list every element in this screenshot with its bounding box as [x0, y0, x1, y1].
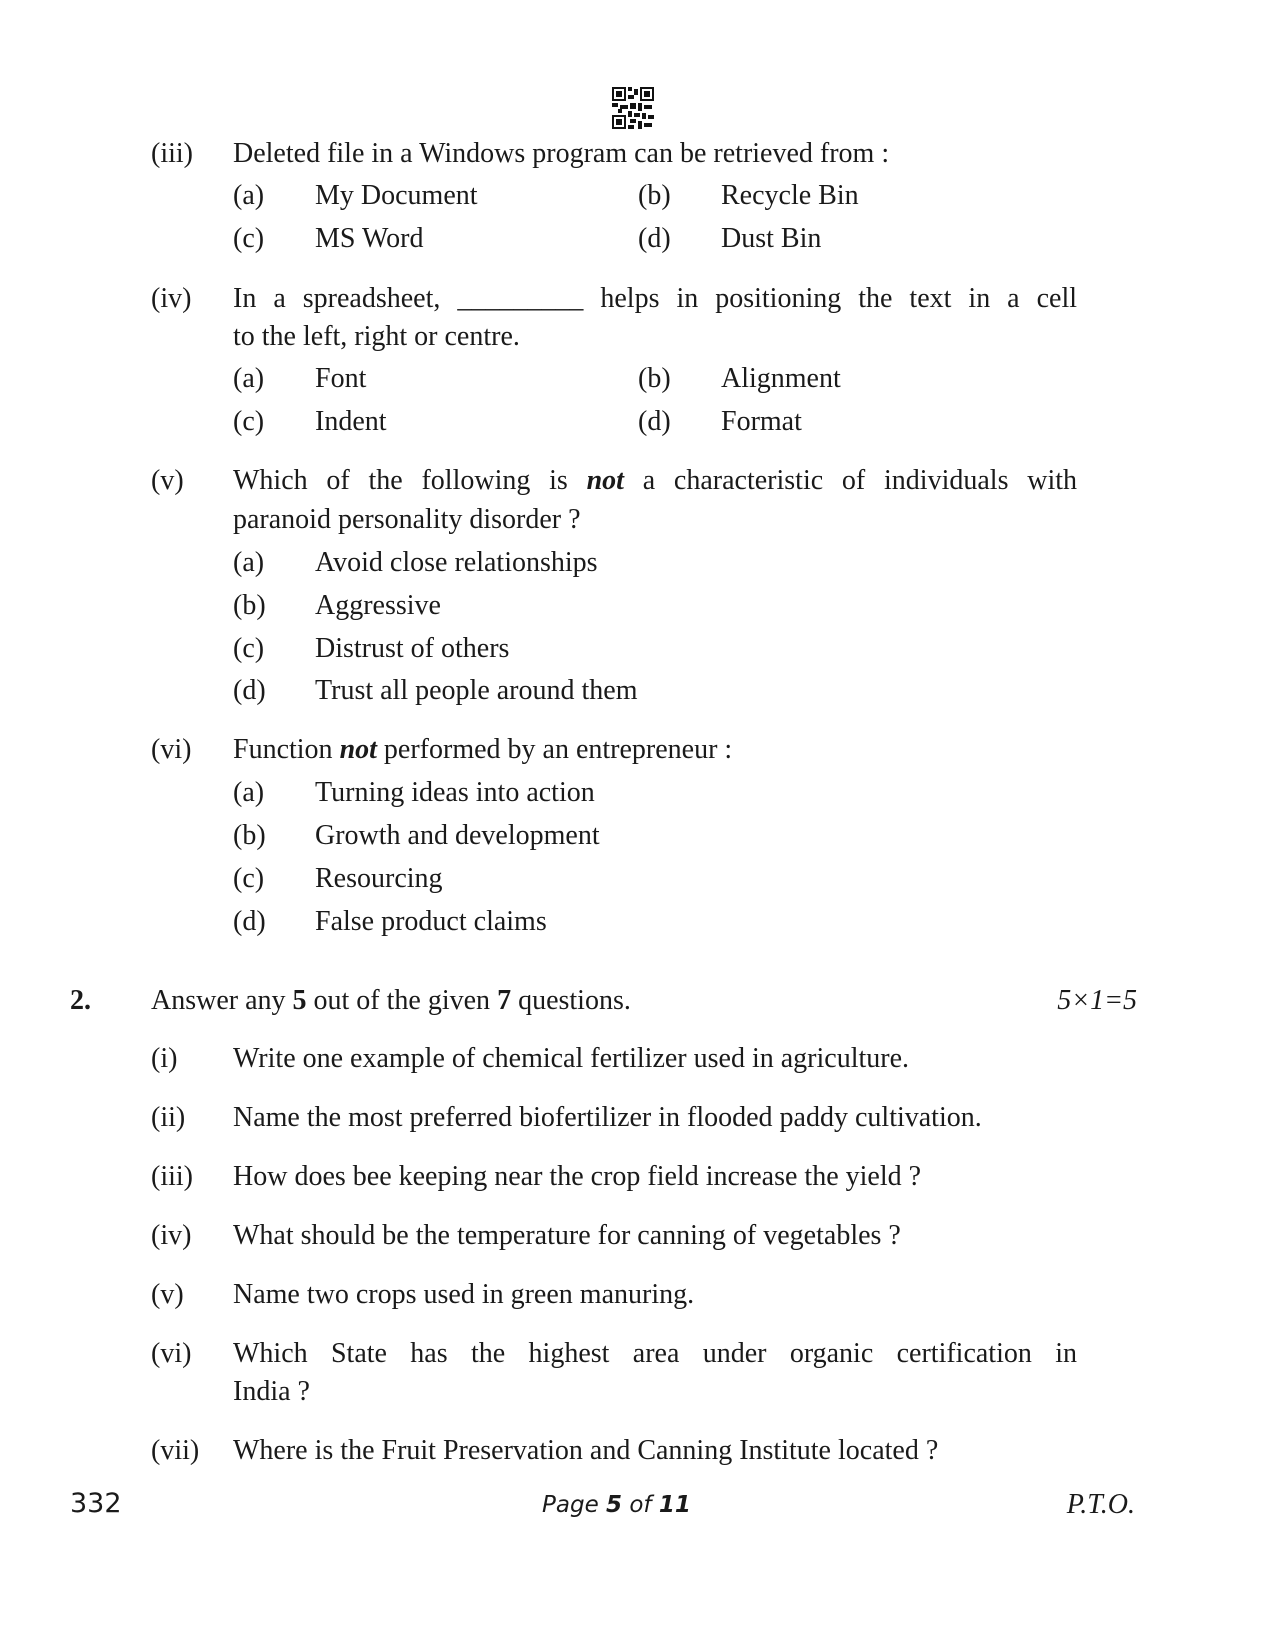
question-text-part: Function [233, 734, 333, 765]
question-text: Deleted file in a Windows program can be retrieved from : [233, 138, 890, 169]
option-text: Aggressive [315, 590, 441, 621]
option-label: (b) [638, 363, 671, 394]
option-label: (a) [233, 547, 265, 578]
option-text: Alignment [721, 363, 841, 394]
sub-question-text: Write one example of chemical fertilizer used in agriculture. [233, 1043, 910, 1074]
question-text-part: Answer any [151, 985, 286, 1016]
question-text-part: helps in positioning the text in a cell [600, 283, 1078, 314]
question-text-part: In a spreadsheet, [233, 283, 441, 314]
option-text: Distrust of others [315, 633, 510, 664]
emphasis-not: not [586, 465, 624, 496]
page-word: Page [542, 1492, 599, 1518]
question-number: (v) [151, 465, 184, 496]
sub-question-text: Where is the Fruit Preservation and Canning Institute located ? [233, 1435, 939, 1466]
option-label: (a) [233, 777, 265, 808]
question-text-part: performed by an entrepreneur : [383, 734, 733, 765]
paper-code: 332 [70, 1488, 122, 1519]
sub-question-text: Name two crops used in green manuring. [233, 1279, 695, 1310]
sub-question-text: Name the most preferred biofertilizer in flooded paddy cultivation. [233, 1102, 982, 1133]
pto-note: P.T.O. [1066, 1489, 1135, 1520]
question-text [233, 465, 1077, 497]
sub-question-number: (iv) [151, 1220, 192, 1251]
option-text: Recycle Bin [721, 180, 859, 211]
option-label: (b) [233, 590, 266, 621]
marks-allocation: 5×1=5 [1057, 985, 1137, 1016]
option-text: Resourcing [315, 863, 443, 894]
sub-question-number: (i) [151, 1043, 178, 1074]
sub-question-number: (iii) [151, 1161, 193, 1192]
question-text-part: questions. [518, 985, 631, 1016]
option-text: Format [721, 406, 802, 437]
question-text [233, 734, 732, 766]
page-indicator [542, 1491, 691, 1519]
question-number: (iii) [151, 138, 193, 169]
option-label: (a) [233, 180, 265, 211]
question-number: (iv) [151, 283, 192, 314]
question-text-part: a characteristic of individuals with [642, 465, 1078, 496]
option-label: (d) [638, 223, 671, 254]
fill-in-blank: _________ [457, 283, 584, 314]
sub-question-number: (ii) [151, 1102, 186, 1133]
sub-question-text: How does bee keeping near the crop field increase the yield ? [233, 1161, 922, 1192]
emphasis-not: not [339, 734, 377, 765]
option-label: (c) [233, 863, 265, 894]
count-bold: 5 [292, 985, 307, 1016]
count-bold: 7 [497, 985, 512, 1016]
option-text: Dust Bin [721, 223, 822, 254]
option-label: (d) [233, 906, 266, 937]
sub-question-number: (v) [151, 1279, 184, 1310]
option-text: Growth and development [315, 820, 600, 851]
question-text [151, 985, 631, 1017]
option-text: Trust all people around them [315, 675, 638, 706]
option-text: False product claims [315, 906, 547, 937]
option-label: (c) [233, 633, 265, 664]
sub-question-text: What should be the temperature for canning of vegetables ? [233, 1220, 901, 1251]
option-label: (d) [638, 406, 671, 437]
question-text-part: out of the given [313, 985, 491, 1016]
option-text: Turning ideas into action [315, 777, 595, 808]
option-text: MS Word [315, 223, 424, 254]
option-text: Font [315, 363, 367, 394]
page-of: of [629, 1492, 652, 1518]
question-text-line: paranoid personality disorder ? [233, 504, 581, 535]
option-label: (c) [233, 223, 265, 254]
option-label: (c) [233, 406, 265, 437]
option-label: (b) [233, 820, 266, 851]
option-text: Indent [315, 406, 387, 437]
qr-code-icon [612, 87, 654, 129]
sub-question-number: (vii) [151, 1435, 200, 1466]
question-text-line: to the left, right or centre. [233, 321, 520, 352]
question-text [233, 283, 1077, 315]
question-number: (vi) [151, 734, 192, 765]
page-total: 11 [658, 1492, 691, 1518]
page-number: 5 [606, 1492, 623, 1518]
question-text-part: Which of the following is [233, 465, 568, 496]
option-label: (d) [233, 675, 266, 706]
option-text: Avoid close relationships [315, 547, 598, 578]
sub-question-text: Which State has the highest area under organic certification in [233, 1338, 1077, 1369]
sub-question-text-line: India ? [233, 1376, 310, 1407]
question-number-main: 2. [70, 985, 91, 1016]
sub-question-number: (vi) [151, 1338, 192, 1369]
option-label: (a) [233, 363, 265, 394]
option-text: My Document [315, 180, 478, 211]
option-label: (b) [638, 180, 671, 211]
